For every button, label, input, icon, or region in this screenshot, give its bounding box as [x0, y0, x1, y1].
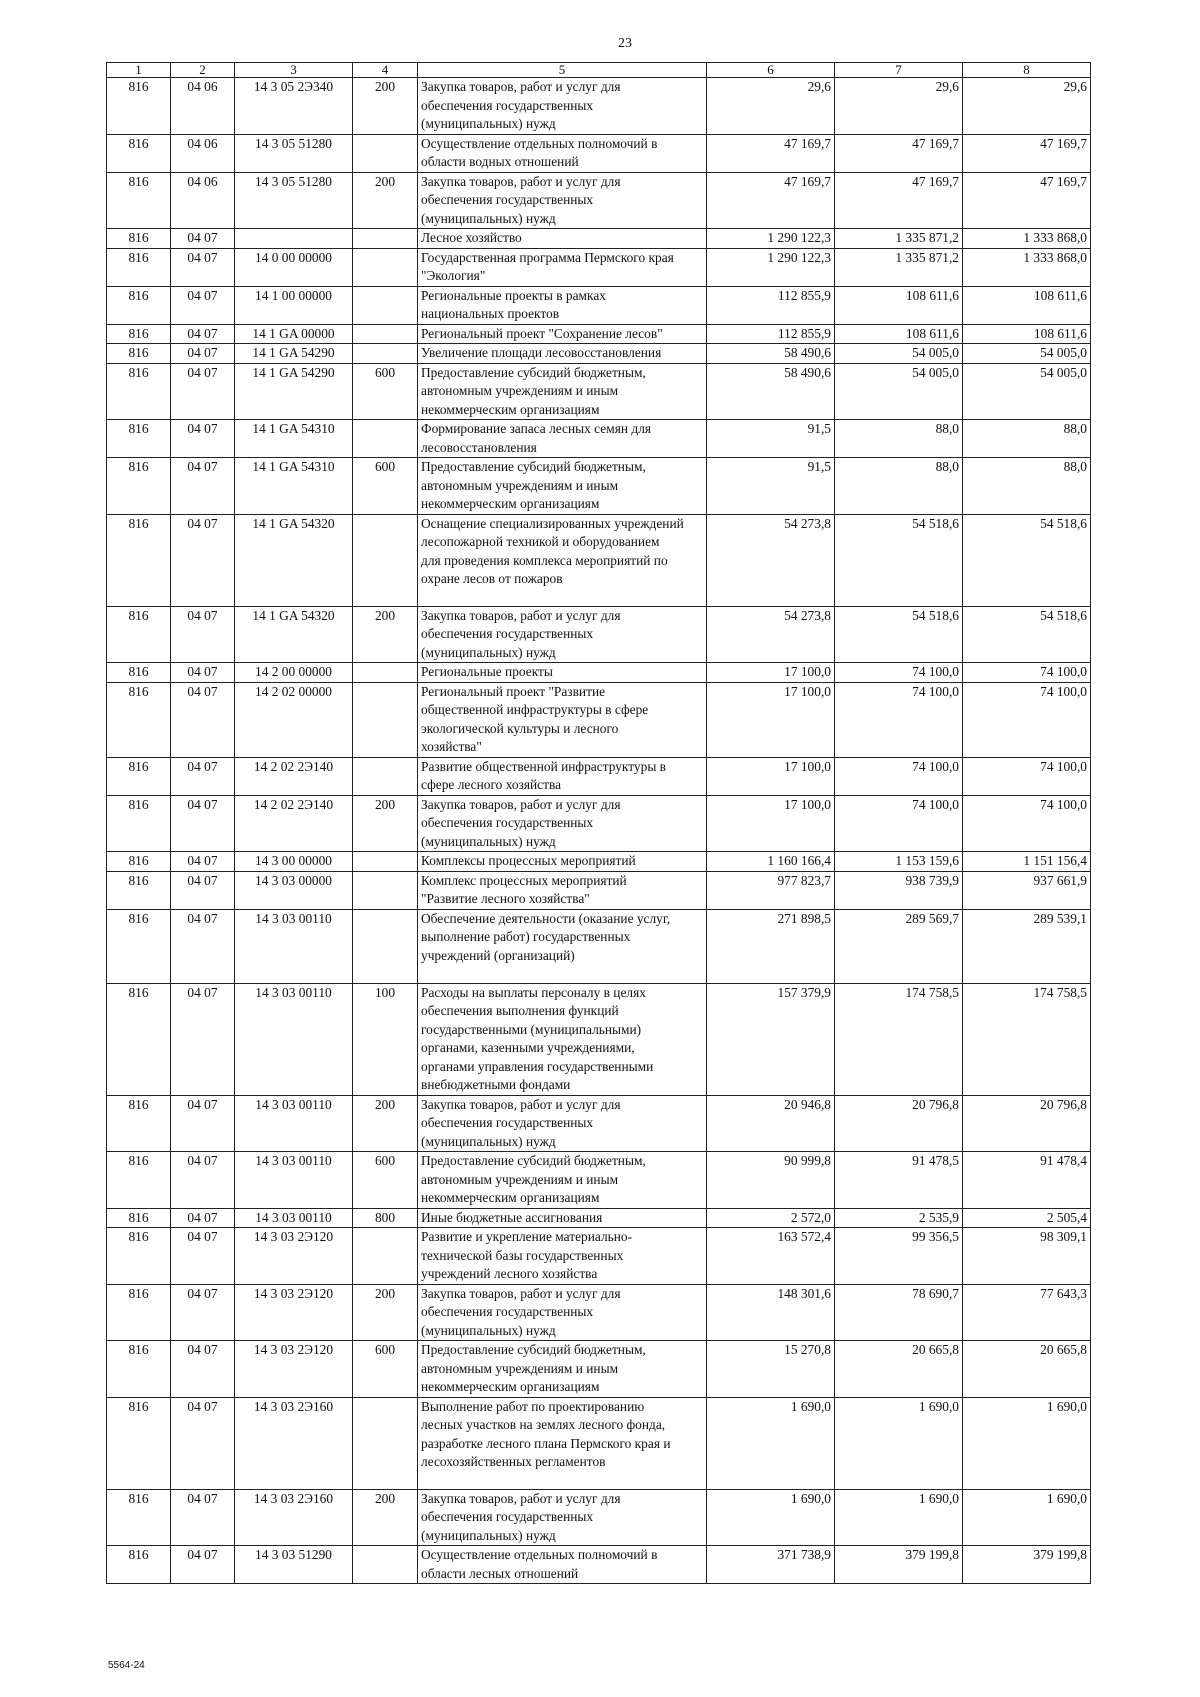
cell-section-code: 04 07: [171, 1228, 235, 1285]
cell-description: Осуществление отдельных полномочий в области водных отношений: [418, 134, 707, 172]
cell-expense-type: [353, 248, 418, 286]
cell-expense-type: 800: [353, 1208, 418, 1228]
table-row: [107, 1489, 1091, 1546]
cell-ministry-code: 816: [107, 134, 171, 172]
cell-ministry-code: 816: [107, 1284, 171, 1341]
table-row: [107, 871, 1091, 909]
cell-expense-type: [353, 1397, 418, 1489]
cell-description: Обеспечение деятельности (оказание услуг, выполнение работ) государственных учреждений (организаций): [418, 909, 707, 983]
cell-description: Комплексы процессных мероприятий: [418, 852, 707, 872]
cell-section-code: 04 07: [171, 1208, 235, 1228]
cell-ministry-code: 816: [107, 420, 171, 458]
cell-amount-year3: 77 643,3: [963, 1284, 1091, 1341]
cell-expense-type: [353, 134, 418, 172]
cell-target-article: 14 1 GA 54290: [235, 363, 353, 420]
cell-amount-year2: 20 796,8: [835, 1095, 963, 1152]
cell-description: Закупка товаров, работ и услуг для обеспечения государственных (муниципальных) нужд: [418, 795, 707, 852]
cell-description: Предоставление субсидий бюджетным, автономным учреждениям и иным некоммерческим организациям: [418, 1152, 707, 1209]
cell-description: Закупка товаров, работ и услуг для обеспечения государственных (муниципальных) нужд: [418, 78, 707, 135]
cell-section-code: 04 07: [171, 248, 235, 286]
cell-amount-year2: 379 199,8: [835, 1546, 963, 1584]
cell-expense-type: 600: [353, 458, 418, 515]
cell-ministry-code: 816: [107, 682, 171, 757]
cell-description: Закупка товаров, работ и услуг для обеспечения государственных (муниципальных) нужд: [418, 1095, 707, 1152]
cell-expense-type: [353, 229, 418, 249]
cell-section-code: 04 07: [171, 1341, 235, 1398]
cell-description: Предоставление субсидий бюджетным, автономным учреждениям и иным некоммерческим организациям: [418, 363, 707, 420]
cell-amount-year2: 1 335 871,2: [835, 248, 963, 286]
cell-amount-year2: 20 665,8: [835, 1341, 963, 1398]
cell-amount-year3: 108 611,6: [963, 324, 1091, 344]
table-row: [107, 852, 1091, 872]
cell-description: Закупка товаров, работ и услуг для обеспечения государственных (муниципальных) нужд: [418, 606, 707, 663]
cell-target-article: 14 3 03 00110: [235, 1095, 353, 1152]
cell-ministry-code: 816: [107, 909, 171, 983]
cell-ministry-code: 816: [107, 1489, 171, 1546]
cell-target-article: 14 3 03 00110: [235, 909, 353, 983]
cell-description: Региональные проекты: [418, 663, 707, 683]
cell-amount-year1: 1 690,0: [707, 1489, 835, 1546]
cell-amount-year3: 379 199,8: [963, 1546, 1091, 1584]
cell-ministry-code: 816: [107, 852, 171, 872]
table-row: [107, 757, 1091, 795]
cell-amount-year1: 1 290 122,3: [707, 229, 835, 249]
cell-amount-year2: 54 518,6: [835, 606, 963, 663]
cell-section-code: 04 06: [171, 78, 235, 135]
cell-amount-year1: 148 301,6: [707, 1284, 835, 1341]
cell-amount-year3: 29,6: [963, 78, 1091, 135]
cell-amount-year2: 108 611,6: [835, 286, 963, 324]
cell-amount-year1: 112 855,9: [707, 286, 835, 324]
cell-section-code: 04 07: [171, 795, 235, 852]
cell-amount-year2: 1 690,0: [835, 1397, 963, 1489]
cell-target-article: 14 3 03 2Э120: [235, 1228, 353, 1285]
cell-amount-year1: 17 100,0: [707, 795, 835, 852]
cell-target-article: 14 1 GA 00000: [235, 324, 353, 344]
cell-target-article: 14 2 02 00000: [235, 682, 353, 757]
cell-amount-year3: 20 796,8: [963, 1095, 1091, 1152]
cell-amount-year1: 2 572,0: [707, 1208, 835, 1228]
table-row: [107, 795, 1091, 852]
cell-description: Комплекс процессных мероприятий "Развитие лесного хозяйства": [418, 871, 707, 909]
cell-expense-type: 600: [353, 363, 418, 420]
cell-amount-year3: 74 100,0: [963, 757, 1091, 795]
cell-ministry-code: 816: [107, 795, 171, 852]
column-header: 6: [707, 63, 835, 78]
column-header: 5: [418, 63, 707, 78]
cell-amount-year3: 74 100,0: [963, 663, 1091, 683]
cell-section-code: 04 07: [171, 420, 235, 458]
cell-amount-year1: 17 100,0: [707, 682, 835, 757]
cell-target-article: 14 3 03 00110: [235, 983, 353, 1095]
cell-ministry-code: 816: [107, 172, 171, 229]
cell-target-article: 14 3 03 2Э120: [235, 1341, 353, 1398]
document-code: 5564-24: [108, 1660, 145, 1671]
cell-ministry-code: 816: [107, 1397, 171, 1489]
cell-amount-year2: 74 100,0: [835, 682, 963, 757]
cell-target-article: 14 3 03 2Э160: [235, 1397, 353, 1489]
table-body: [107, 78, 1091, 1584]
table-row: [107, 1208, 1091, 1228]
column-header: 8: [963, 63, 1091, 78]
cell-ministry-code: 816: [107, 1208, 171, 1228]
cell-amount-year3: 47 169,7: [963, 172, 1091, 229]
cell-expense-type: [353, 852, 418, 872]
cell-amount-year1: 91,5: [707, 458, 835, 515]
cell-expense-type: [353, 909, 418, 983]
cell-amount-year3: 1 333 868,0: [963, 248, 1091, 286]
table-row: [107, 663, 1091, 683]
cell-amount-year3: 88,0: [963, 458, 1091, 515]
table-row: [107, 1228, 1091, 1285]
cell-section-code: 04 07: [171, 1489, 235, 1546]
cell-ministry-code: 816: [107, 286, 171, 324]
cell-expense-type: 600: [353, 1152, 418, 1209]
cell-section-code: 04 07: [171, 286, 235, 324]
cell-ministry-code: 816: [107, 1152, 171, 1209]
cell-description: Государственная программа Пермского края "Экология": [418, 248, 707, 286]
cell-ministry-code: 816: [107, 1546, 171, 1584]
cell-section-code: 04 07: [171, 757, 235, 795]
cell-amount-year2: 1 690,0: [835, 1489, 963, 1546]
cell-amount-year1: 17 100,0: [707, 757, 835, 795]
cell-amount-year2: 88,0: [835, 458, 963, 515]
cell-amount-year1: 977 823,7: [707, 871, 835, 909]
cell-amount-year1: 15 270,8: [707, 1341, 835, 1398]
cell-amount-year1: 47 169,7: [707, 134, 835, 172]
cell-target-article: 14 1 GA 54310: [235, 458, 353, 515]
cell-amount-year3: 289 539,1: [963, 909, 1091, 983]
cell-amount-year1: 54 273,8: [707, 514, 835, 606]
cell-section-code: 04 07: [171, 229, 235, 249]
cell-ministry-code: 816: [107, 514, 171, 606]
cell-section-code: 04 07: [171, 1284, 235, 1341]
cell-section-code: 04 07: [171, 663, 235, 683]
cell-target-article: 14 1 GA 54320: [235, 606, 353, 663]
cell-amount-year2: 47 169,7: [835, 172, 963, 229]
cell-target-article: [235, 229, 353, 249]
cell-amount-year1: 29,6: [707, 78, 835, 135]
cell-expense-type: 200: [353, 795, 418, 852]
cell-amount-year3: 2 505,4: [963, 1208, 1091, 1228]
cell-expense-type: [353, 1546, 418, 1584]
cell-amount-year1: 371 738,9: [707, 1546, 835, 1584]
cell-description: Предоставление субсидий бюджетным, автономным учреждениям и иным некоммерческим организациям: [418, 1341, 707, 1398]
table-row: [107, 134, 1091, 172]
cell-amount-year3: 54 518,6: [963, 606, 1091, 663]
cell-description: Закупка товаров, работ и услуг для обеспечения государственных (муниципальных) нужд: [418, 1284, 707, 1341]
table-row: [107, 324, 1091, 344]
cell-description: Региональный проект "Сохранение лесов": [418, 324, 707, 344]
cell-amount-year3: 937 661,9: [963, 871, 1091, 909]
cell-expense-type: [353, 682, 418, 757]
cell-expense-type: [353, 663, 418, 683]
column-header: 7: [835, 63, 963, 78]
cell-ministry-code: 816: [107, 606, 171, 663]
cell-amount-year2: 29,6: [835, 78, 963, 135]
cell-expense-type: 200: [353, 78, 418, 135]
cell-amount-year2: 54 005,0: [835, 344, 963, 364]
cell-amount-year2: 78 690,7: [835, 1284, 963, 1341]
table-row: [107, 1341, 1091, 1398]
cell-ministry-code: 816: [107, 983, 171, 1095]
cell-ministry-code: 816: [107, 324, 171, 344]
cell-expense-type: 200: [353, 1489, 418, 1546]
cell-ministry-code: 816: [107, 1095, 171, 1152]
cell-amount-year1: 58 490,6: [707, 344, 835, 364]
cell-target-article: 14 0 00 00000: [235, 248, 353, 286]
table-row: [107, 1284, 1091, 1341]
cell-target-article: 14 3 03 00000: [235, 871, 353, 909]
cell-ministry-code: 816: [107, 871, 171, 909]
cell-target-article: 14 3 03 00110: [235, 1208, 353, 1228]
cell-section-code: 04 07: [171, 1397, 235, 1489]
cell-description: Предоставление субсидий бюджетным, автономным учреждениям и иным некоммерческим организациям: [418, 458, 707, 515]
table-row: [107, 420, 1091, 458]
cell-amount-year3: 54 518,6: [963, 514, 1091, 606]
cell-amount-year1: 1 290 122,3: [707, 248, 835, 286]
cell-ministry-code: 816: [107, 1341, 171, 1398]
cell-ministry-code: 816: [107, 229, 171, 249]
cell-amount-year3: 1 151 156,4: [963, 852, 1091, 872]
table-row: [107, 1397, 1091, 1489]
cell-amount-year3: 98 309,1: [963, 1228, 1091, 1285]
cell-amount-year2: 74 100,0: [835, 757, 963, 795]
cell-description: Оснащение специализированных учреждений лесопожарной техникой и оборудованием для проведения комплекса мероприятий по охране лесов от пожаров: [418, 514, 707, 606]
cell-amount-year1: 271 898,5: [707, 909, 835, 983]
cell-amount-year3: 174 758,5: [963, 983, 1091, 1095]
cell-target-article: 14 2 02 2Э140: [235, 795, 353, 852]
budget-table: [106, 62, 1091, 1584]
cell-ministry-code: 816: [107, 757, 171, 795]
cell-description: Формирование запаса лесных семян для лесовосстановления: [418, 420, 707, 458]
cell-ministry-code: 816: [107, 78, 171, 135]
cell-ministry-code: 816: [107, 363, 171, 420]
table-row: [107, 1095, 1091, 1152]
table-row: [107, 1546, 1091, 1584]
table-row: [107, 1152, 1091, 1209]
cell-expense-type: [353, 757, 418, 795]
cell-description: Иные бюджетные ассигнования: [418, 1208, 707, 1228]
cell-amount-year3: 74 100,0: [963, 682, 1091, 757]
table-row: [107, 286, 1091, 324]
cell-section-code: 04 07: [171, 1152, 235, 1209]
table-row: [107, 909, 1091, 983]
cell-amount-year1: 90 999,8: [707, 1152, 835, 1209]
cell-description: Расходы на выплаты персоналу в целях обеспечения выполнения функций государственными (муниципальными) органами, казенными учреждениями, органами управления государственными внебюджетными фондами: [418, 983, 707, 1095]
cell-amount-year1: 17 100,0: [707, 663, 835, 683]
cell-section-code: 04 06: [171, 134, 235, 172]
cell-section-code: 04 07: [171, 363, 235, 420]
cell-expense-type: [353, 420, 418, 458]
cell-expense-type: [353, 286, 418, 324]
cell-amount-year3: 20 665,8: [963, 1341, 1091, 1398]
cell-ministry-code: 816: [107, 344, 171, 364]
cell-target-article: 14 3 05 51280: [235, 134, 353, 172]
cell-description: Закупка товаров, работ и услуг для обеспечения государственных (муниципальных) нужд: [418, 172, 707, 229]
cell-amount-year3: 91 478,4: [963, 1152, 1091, 1209]
cell-amount-year2: 54 518,6: [835, 514, 963, 606]
cell-amount-year3: 54 005,0: [963, 344, 1091, 364]
cell-amount-year3: 88,0: [963, 420, 1091, 458]
cell-amount-year2: 74 100,0: [835, 795, 963, 852]
table-row: [107, 172, 1091, 229]
cell-amount-year2: 54 005,0: [835, 363, 963, 420]
cell-expense-type: 200: [353, 1284, 418, 1341]
cell-expense-type: [353, 871, 418, 909]
cell-ministry-code: 816: [107, 1228, 171, 1285]
cell-amount-year1: 91,5: [707, 420, 835, 458]
cell-target-article: 14 3 03 00110: [235, 1152, 353, 1209]
page-number: 23: [618, 36, 632, 51]
cell-amount-year3: 1 690,0: [963, 1489, 1091, 1546]
cell-section-code: 04 07: [171, 852, 235, 872]
cell-amount-year3: 47 169,7: [963, 134, 1091, 172]
cell-expense-type: 200: [353, 1095, 418, 1152]
column-header: 2: [171, 63, 235, 78]
cell-amount-year3: 74 100,0: [963, 795, 1091, 852]
cell-target-article: 14 1 00 00000: [235, 286, 353, 324]
cell-target-article: 14 3 00 00000: [235, 852, 353, 872]
cell-expense-type: 200: [353, 606, 418, 663]
cell-description: Выполнение работ по проектированию лесных участков на землях лесного фонда, разработке лесного плана Пермского края и лесохозяйственных регламентов: [418, 1397, 707, 1489]
cell-section-code: 04 07: [171, 983, 235, 1095]
table-row: [107, 983, 1091, 1095]
table-row: [107, 229, 1091, 249]
table-row: [107, 682, 1091, 757]
cell-description: Региональный проект "Развитие общественной инфраструктуры в сфере экологической культуры и лесного хозяйства": [418, 682, 707, 757]
cell-target-article: 14 1 GA 54290: [235, 344, 353, 364]
table-row: [107, 514, 1091, 606]
cell-target-article: 14 1 GA 54310: [235, 420, 353, 458]
cell-section-code: 04 07: [171, 871, 235, 909]
cell-amount-year2: 91 478,5: [835, 1152, 963, 1209]
cell-amount-year2: 174 758,5: [835, 983, 963, 1095]
cell-section-code: 04 07: [171, 458, 235, 515]
table-row: [107, 363, 1091, 420]
cell-amount-year1: 112 855,9: [707, 324, 835, 344]
cell-amount-year2: 938 739,9: [835, 871, 963, 909]
cell-amount-year1: 20 946,8: [707, 1095, 835, 1152]
cell-amount-year2: 108 611,6: [835, 324, 963, 344]
cell-target-article: 14 2 00 00000: [235, 663, 353, 683]
cell-amount-year2: 2 535,9: [835, 1208, 963, 1228]
cell-description: Развитие общественной инфраструктуры в сфере лесного хозяйства: [418, 757, 707, 795]
cell-expense-type: [353, 324, 418, 344]
cell-ministry-code: 816: [107, 458, 171, 515]
cell-amount-year1: 157 379,9: [707, 983, 835, 1095]
cell-target-article: 14 3 03 2Э160: [235, 1489, 353, 1546]
cell-amount-year2: 289 569,7: [835, 909, 963, 983]
cell-amount-year2: 1 153 159,6: [835, 852, 963, 872]
cell-section-code: 04 07: [171, 1095, 235, 1152]
cell-amount-year2: 99 356,5: [835, 1228, 963, 1285]
cell-target-article: 14 2 02 2Э140: [235, 757, 353, 795]
cell-amount-year1: 1 690,0: [707, 1397, 835, 1489]
table-row: [107, 248, 1091, 286]
cell-amount-year3: 108 611,6: [963, 286, 1091, 324]
cell-amount-year1: 1 160 166,4: [707, 852, 835, 872]
table-row: [107, 458, 1091, 515]
cell-expense-type: 600: [353, 1341, 418, 1398]
cell-target-article: 14 3 03 2Э120: [235, 1284, 353, 1341]
cell-amount-year1: 163 572,4: [707, 1228, 835, 1285]
cell-description: Увеличение площади лесовосстановления: [418, 344, 707, 364]
cell-description: Закупка товаров, работ и услуг для обеспечения государственных (муниципальных) нужд: [418, 1489, 707, 1546]
cell-expense-type: 100: [353, 983, 418, 1095]
cell-amount-year1: 58 490,6: [707, 363, 835, 420]
cell-amount-year1: 47 169,7: [707, 172, 835, 229]
cell-target-article: 14 3 05 51280: [235, 172, 353, 229]
cell-section-code: 04 07: [171, 909, 235, 983]
cell-section-code: 04 07: [171, 1546, 235, 1584]
table-row: [107, 606, 1091, 663]
cell-description: Лесное хозяйство: [418, 229, 707, 249]
cell-amount-year1: 54 273,8: [707, 606, 835, 663]
cell-description: Осуществление отдельных полномочий в области лесных отношений: [418, 1546, 707, 1584]
column-header: 4: [353, 63, 418, 78]
cell-target-article: 14 3 03 51290: [235, 1546, 353, 1584]
cell-expense-type: [353, 514, 418, 606]
cell-section-code: 04 07: [171, 324, 235, 344]
cell-ministry-code: 816: [107, 248, 171, 286]
cell-amount-year3: 1 333 868,0: [963, 229, 1091, 249]
cell-amount-year3: 1 690,0: [963, 1397, 1091, 1489]
cell-amount-year2: 47 169,7: [835, 134, 963, 172]
cell-amount-year2: 88,0: [835, 420, 963, 458]
cell-expense-type: 200: [353, 172, 418, 229]
table-row: [107, 78, 1091, 135]
cell-target-article: 14 1 GA 54320: [235, 514, 353, 606]
column-header: 3: [235, 63, 353, 78]
cell-section-code: 04 06: [171, 172, 235, 229]
cell-section-code: 04 07: [171, 514, 235, 606]
cell-target-article: 14 3 05 2Э340: [235, 78, 353, 135]
cell-section-code: 04 07: [171, 682, 235, 757]
cell-expense-type: [353, 344, 418, 364]
cell-amount-year2: 1 335 871,2: [835, 229, 963, 249]
cell-expense-type: [353, 1228, 418, 1285]
cell-section-code: 04 07: [171, 344, 235, 364]
cell-ministry-code: 816: [107, 663, 171, 683]
cell-description: Региональные проекты в рамках национальных проектов: [418, 286, 707, 324]
table-row: [107, 344, 1091, 364]
cell-description: Развитие и укрепление материально- технической базы государственных учреждений лесного хозяйства: [418, 1228, 707, 1285]
column-header: 1: [107, 63, 171, 78]
cell-amount-year2: 74 100,0: [835, 663, 963, 683]
cell-section-code: 04 07: [171, 606, 235, 663]
cell-amount-year3: 54 005,0: [963, 363, 1091, 420]
header-row: [107, 63, 1091, 78]
